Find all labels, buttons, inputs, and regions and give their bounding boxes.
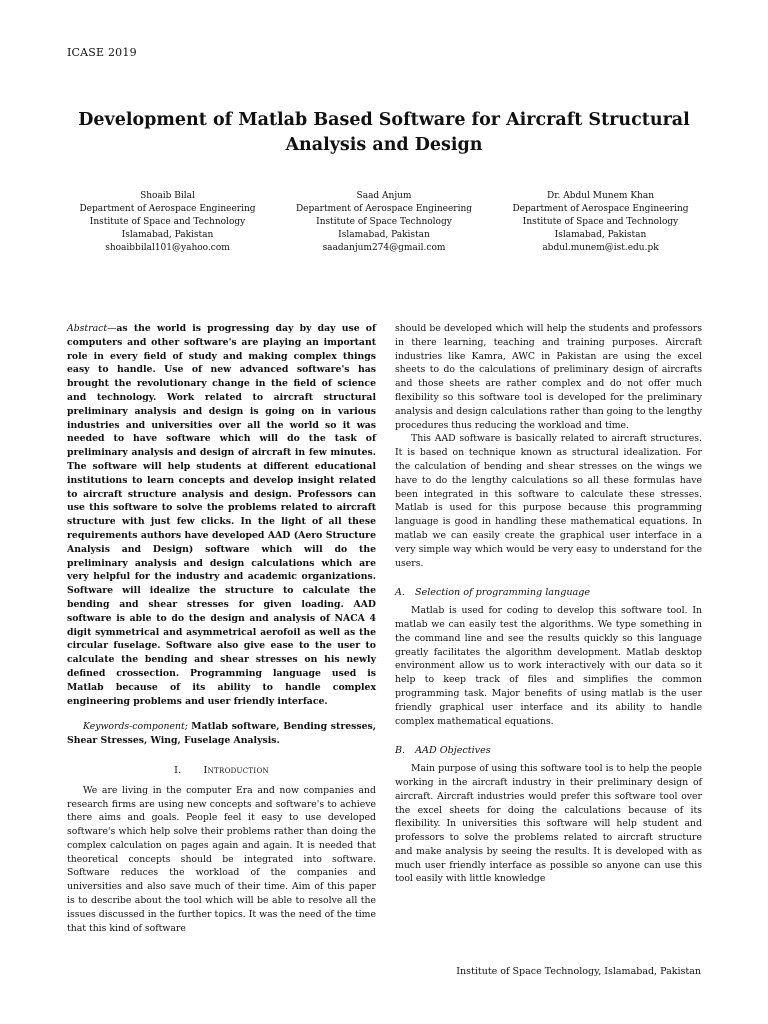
author-department: Department of Aerospace Engineering [79,204,256,214]
keywords [67,720,376,748]
author-location: Islamabad, Pakistan [338,230,430,240]
introduction-paragraph-2: This AAD software is basically related to aircraft structures. It is based on technique known as structural idealization. For the calculation of bending and shear stresses on the wings we have to do the lengthy calculations so all these formulas have been integrated in this software to calculate these stresses. Matlab is used for this purpose because this programming language is good in handling these mathematical equations. In matlab we can easily create the graphical user interface in a very simple way which would be very easy to understand for the users. [395,433,702,569]
left-column [67,322,376,935]
author-name: Shoaib Bilal [140,191,195,201]
author-3 [493,190,708,255]
subsection-letter: B. [395,745,406,757]
abstract [67,322,376,708]
conference-header: ICASE 2019 [67,46,137,59]
author-name: Saad Anjum [356,191,412,201]
author-name: Dr. Abdul Munem Khan [546,191,655,201]
author-block [60,190,708,255]
abstract-lead: Abstract— [67,323,117,334]
author-email: abdul.munem@ist.edu.pk [542,243,659,253]
abstract-text: as the world is progressing day by day use of computers and other software's are playing an important role in every field of study and making complex things easy to handle. Use of new advanced software's has brought the revolutionary change in the field of science and technology. Work related to aircraft structural preliminary analysis and design is going on in various industries and universities over all the world so it was needed to have software which will do the task of preliminary analysis and design of aircraft in few minutes. The software will help students at different educational institutions to learn concepts and develop insight related to aircraft structure analysis and design. Professors can use this software to solve the problems related to aircraft structure with just few clicks. In the light of all these requirements authors have developed AAD (Aero Structure Analysis and Design) software which will do the preliminary analysis and design calculations which are very helpful for the industry and academic organizations. Software will idealize the structure to calculate the bending and shear stresses for given loading. AAD software is able to do the design and analysis of NACA 4 digit symmetrical and asymmetrical aerofoil as well as the circular fuselage. Software also give ease to the user to calculate the bending and shear stresses on his newly defined crossection. Programming language used is Matlab because of its ability to handle complex engineering problems and user friendly interface. [67,323,376,707]
author-institute: Institute of Space Technology [316,217,452,227]
page-footer: Institute of Space Technology, Islamabad, Pakistan [456,966,701,977]
author-institute: Institute of Space and Technology [89,217,246,227]
subsection-heading-b [395,744,702,758]
author-institute: Institute of Space and Technology [522,217,679,227]
subsection-title: Selection of programming language [414,587,591,599]
subsection-b-paragraph: Main purpose of using this software tool is to help the people working in the aircraft industry in their preliminary design of aircraft. Aircraft industries would prefer this software tool over the excel sheets for doing the calculations because of its flexibility. In universities this software will help student and professors to solve the problems related to aircraft structure and make analysis by seeing the results. It is developed with as much user friendly interface as possible so anyone can use this tool easily with little knowledge [395,763,702,885]
section-title: Introduction [203,764,269,776]
author-2 [277,190,492,255]
author-location: Islamabad, Pakistan [554,230,647,240]
author-department: Department of Aerospace Engineering [295,204,473,214]
subsection-heading-a [395,586,702,600]
subsection-title: AAD Objectives [415,745,491,757]
section-number: I. [174,764,182,776]
right-column [395,322,702,886]
author-department: Department of Aerospace Engineering [512,204,689,214]
keywords-text: Matlab software, Bending stresses, Shear Stresses, Wing, Fuselage Analysis. [67,721,376,747]
author-1 [60,190,275,255]
paper-title: Development of Matlab Based Software for Aircraft Structural Analysis and Design [78,110,690,155]
subsection-letter: A. [395,587,405,599]
author-email: shoaibbilal101@yahoo.com [105,243,230,253]
author-location: Islamabad, Pakistan [121,230,214,240]
introduction-paragraph-1: We are living in the computer Era and now companies and research firms are using new concepts and software's to achieve there aims and goals. People feel it easy to use developed software's which help solve their problems rather than doing the complex calculation on pages again and again. It is needed that theoretical concepts should be integrated into software. Software reduces the workload of the companies and universities and also save much of their time. Aim of this paper is to describe about the tool which will be able to resolve all the issues discussed in the further topics. It was the need of the time that this kind of software [67,784,376,934]
author-email: saadanjum274@gmail.com [322,243,446,253]
section-heading-introduction [67,764,376,778]
keywords-label: Keywords-component; [83,721,188,733]
subsection-a-paragraph: Matlab is used for coding to develop this software tool. In matlab we can easily test the algorithms. We type something in the command line and see the results quickly so this language greatly facilitates the algorithm development. Matlab desktop environment allow us to work interactively with our data so it help to keep track of files and simplifies the common programming task. Major benefits of using matlab is the user friendly graphical user interface and its ability to handle complex mathematical equations. [395,605,702,727]
introduction-paragraph-1-continued: should be developed which will help the students and professors in there learning, teaching and training purposes. Aircraft industries like Kamra, AWC in Pakistan are using the excel sheets to do the calculations of preliminary design of aircrafts and those sheets are rather complex and do not offer much flexibility so this software tool is developed for the preliminary analysis and design calculations rather than going to the lengthy procedures thus reducing the workload and time. [395,323,702,431]
